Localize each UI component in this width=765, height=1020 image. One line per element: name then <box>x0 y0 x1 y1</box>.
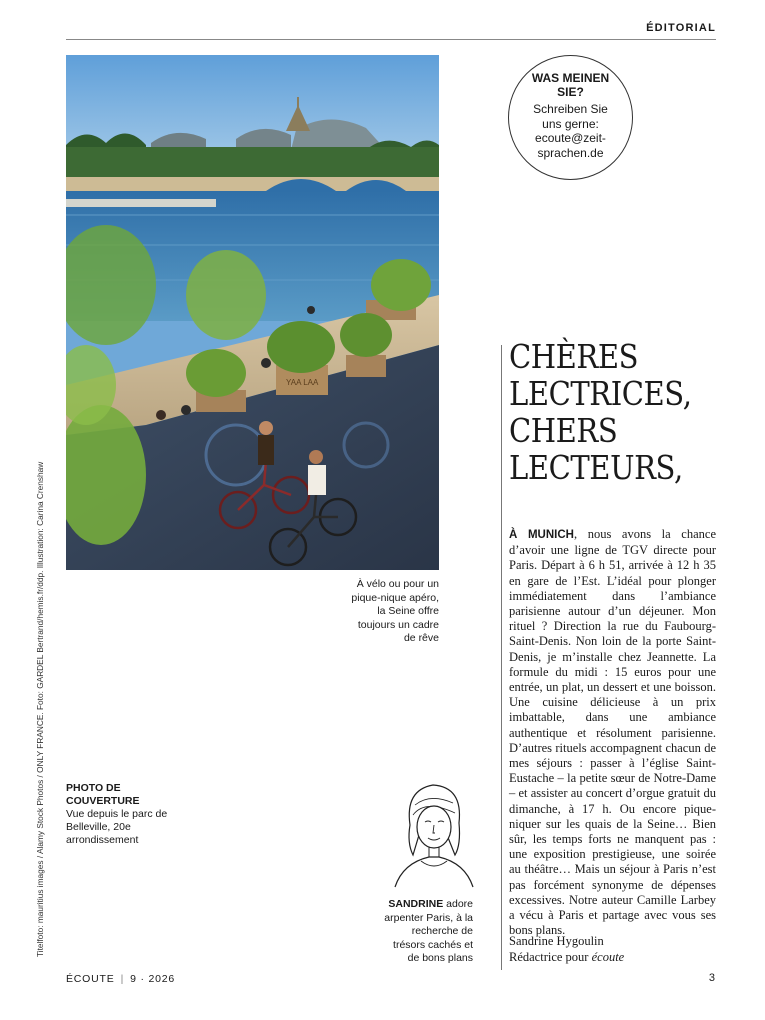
signature-role-line <box>509 950 716 966</box>
editorial-headline <box>509 338 698 486</box>
author-note <box>380 898 473 966</box>
footer-issue: 9 · 2026 <box>130 973 176 985</box>
section-label: ÉDITORIAL <box>646 22 716 34</box>
author-portrait <box>385 775 480 890</box>
page-number: 3 <box>708 972 715 984</box>
headline-line: CHÈRES <box>509 337 639 376</box>
feedback-text: Schreiben Sie uns gerne: ecoute@zeit-sprachen.de <box>533 102 608 160</box>
cover-title: PHOTO DE COUVERTURE <box>66 782 140 807</box>
editorial-body <box>509 527 716 938</box>
seine-photo <box>66 55 439 570</box>
headline-line: LECTEURS, <box>509 448 683 487</box>
cover-text: Vue depuis le parc de Belleville, 20e arrondissement <box>66 808 168 846</box>
footer-separator: | <box>120 973 125 985</box>
author-name: SANDRINE <box>388 898 444 910</box>
photo-caption: À vélo ou pour un pique-nique apéro, la Seine offre toujours un cadre de rêve <box>351 578 439 644</box>
feedback-title: WAS MEINEN SIE? <box>531 71 610 99</box>
body-lead: À MUNICH <box>509 529 574 541</box>
footer-magazine: ÉCOUTE <box>66 973 115 985</box>
planter-sign: YAA LAA <box>286 378 319 387</box>
cover-caption <box>66 782 186 847</box>
photo-credit: Titelfoto: mauritius images / Alamy Stock Photos / ONLY FRANCE. Foto: GARDEL Bertrand/hemis.fr/ddp. Illustration: Carina Crenshaw <box>35 461 45 957</box>
signature <box>509 934 716 965</box>
feedback-circle <box>508 55 633 180</box>
footer <box>66 973 175 985</box>
headline-line: CHERS <box>509 411 618 450</box>
signature-name: Sandrine Hygoulin <box>509 934 604 948</box>
body-text: , nous avons la chance d’avoir une ligne de TGV directe pour Paris. Départ à 6 h 51, arrivée à 12 h 35 en gare de l’Est. L’idéal pour plonger immédiatement dans l’ambiance parisienne autour d’un déjeuner. Mon rituel ? Direction la rue du Faubourg-Saint-Denis. Non loin de la porte Saint-Denis, je m’installe chez Jeannette. La formule du midi : 15 euros pour une entrée, un plat, un dessert et une boisson. Une cuisine délicieuse à un prix imbattable, dans une ambiance authentique et résolument parisienne. D’autres rituels accompagnent chacun de mes séjours : passer à l’église Saint-Eustache – la petite sœur de Notre-Dame – et assister au concert d’orgue gratuit du dimanche, à 17 h. Ou encore pique-niquer sur les quais de la Seine… Bien sûr, les temps forts ne manquent pas : une exposition prestigieuse, une soirée au théâtre… Mais un séjour à Paris n’est pas forcément synonyme de dépenses excessives. Notre auteur Camille Larbey a vécu à Paris et partage avec vous ses bons plans. <box>509 527 716 938</box>
headline-line: LECTRICES, <box>509 374 692 413</box>
headline-rule <box>501 345 502 970</box>
author-text: adore arpenter Paris, à la recherche de trésors cachés et de bons plans <box>384 898 473 964</box>
signature-publication: écoute <box>591 949 625 964</box>
signature-role: Rédactrice pour <box>509 949 589 964</box>
top-rule <box>66 39 716 40</box>
